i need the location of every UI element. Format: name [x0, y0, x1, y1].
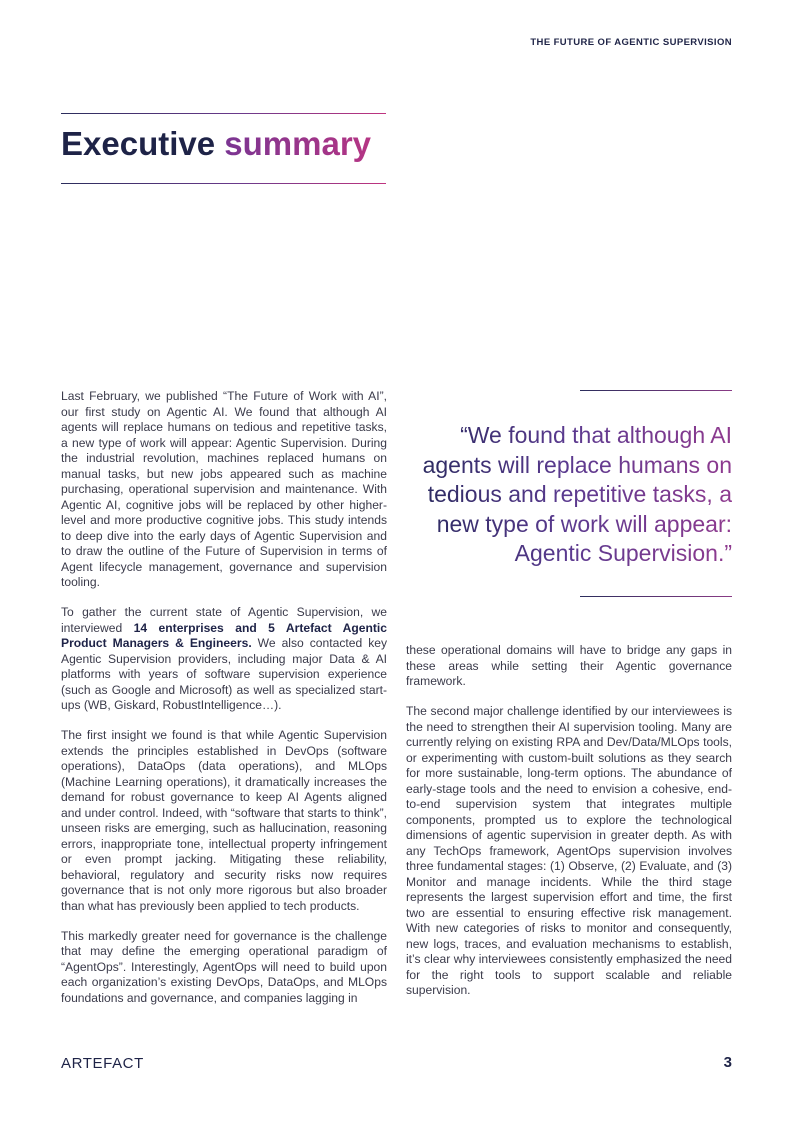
artefact-logo: ARTEFACT	[61, 1055, 144, 1072]
quote-bottom-rule	[580, 596, 732, 597]
page-number: 3	[723, 1054, 732, 1071]
title-part-2: summary	[224, 125, 372, 162]
body-column-left	[61, 389, 387, 1006]
body-column-right	[406, 643, 732, 999]
title-part-1: Executive	[61, 125, 216, 162]
title-bottom-rule	[61, 183, 386, 184]
quote-top-rule	[580, 390, 732, 391]
paragraph-intro: Last February, we published “The Future of Work with AI”, our first study on Agentic AI. We found that although AI agents will replace humans on tedious and repetitive tasks, a new type of work will appear: Agentic Supervision. During the industrial revolution, machines replaced humans on manual tasks, but new jobs appeared such as machine purchasing, operational supervision and maintenance. With Agentic AI, cognitive jobs will be replaced by other higher-level and more productive cognitive jobs. This study intends to deep dive into the early days of Agentic Supervision and to draw the outline of the Future of Supervision in terms of Agent lifecycle management, governance and supervision tooling.	[61, 389, 387, 589]
pull-quote: “We found that although AI agents will replace humans on tedious and repetitive tasks, a new type of work will appear: Agentic Supervision.”	[400, 421, 732, 569]
paragraph-tooling: The second major challenge identified by our interviewees is the need to strengthen their AI supervision tooling. Many are currently relying on existing RPA and Dev/Data/MLOps tools, or experimenting with custom-built solutions as they search for more sustainable, long-term options. The abundance of early-stage tools and the need to envision a cohesive, end-to-end supervision system that integrates multiple components, prompted us to explore the technological dimensions of agentic supervision in greater depth. As with any TechOps framework, AgentOps supervision involves three fundamental stages: (1) Observe, (2) Evaluate, and (3) Monitor and manage incidents. While the third stage represents the largest supervision effort and time, the first two are essential to ensuring effective risk management. With new categories of risks to monitor and consequently, new logs, traces, and evaluation mechanisms to establish, it’s clear why interviewees consistently emphasized the need for the right tools to support scalable and reliable supervision.	[406, 704, 732, 997]
paragraph-interviews-end: We also contacted key Agentic Supervision providers, including major Data & AI platforms with years of software supervision experience (such as Google and Microsoft) as well as specialized start-ups (WB, Giskard, RobustIntelligence…).	[61, 636, 388, 712]
page-title	[61, 126, 371, 162]
running-header: THE FUTURE OF AGENTIC SUPERVISION	[530, 37, 732, 48]
paragraph-governance-continued: these operational domains will have to bridge any gaps in these areas while setting their Agentic governance framework.	[406, 643, 732, 688]
paragraph-first-insight: The first insight we found is that while Agentic Supervision extends the principles established in DevOps (software operations), DataOps (data operations), and MLOps (Machine Learning operations), it dramatically increases the demand for robust governance to keep AI Agents aligned and under control. Indeed, with “software that starts to think”, unseen risks are emerging, such as hallucination, reasoning errors, inappropriate tone, intellectual property infringement or even prompt jacking. Mitigating these reliability, behavioral, regulatory and security risks now requires governance that is not only more rigorous but also broader than what has previously been applied to tech products.	[61, 728, 387, 913]
paragraph-interviews-highlight: 14 enterprises and 5 Artefact Agentic Product Managers & Engineers.	[61, 620, 387, 650]
title-top-rule	[61, 113, 386, 114]
paragraph-governance: This markedly greater need for governance is the challenge that may define the emerging operational paradigm of “AgentOps”. Interestingly, AgentOps will need to build upon each organization’s existing DevOps, DataOps, and MLOps foundations and governance, and companies lagging in	[61, 928, 387, 1005]
paragraph-interviews-start: To gather the current state of Agentic Supervision, we interviewed	[61, 605, 387, 635]
paragraph-interviews	[61, 605, 387, 714]
